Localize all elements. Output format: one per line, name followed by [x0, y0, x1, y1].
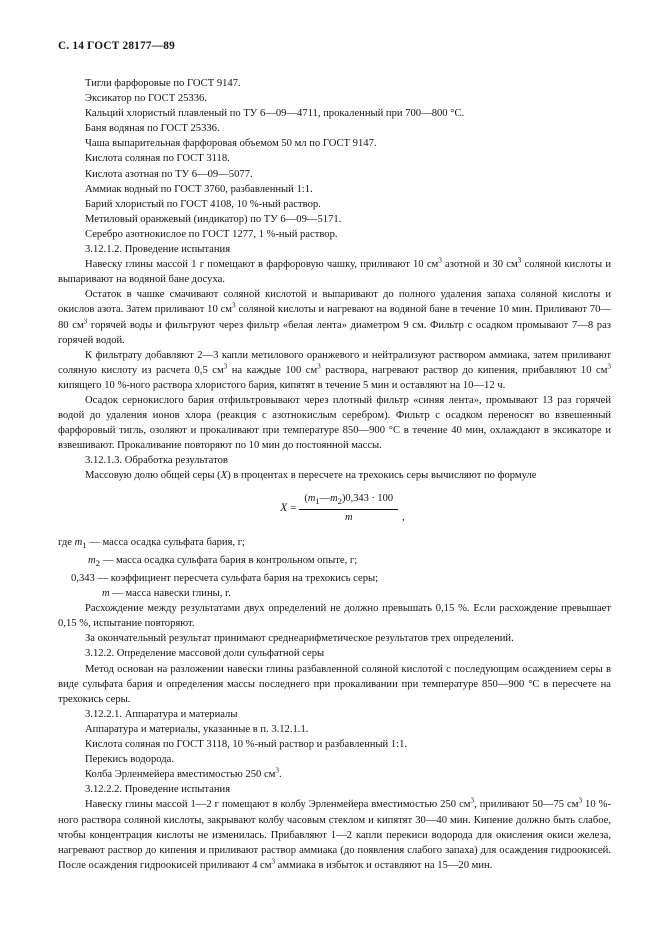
formula-trailing-comma: ,	[402, 510, 405, 523]
list-item: Перекись водорода.	[85, 754, 174, 766]
text-fragment: К фильтрату добавляют 2—3 капли метилового оранжевого и нейтрализуют раствором аммиака, затем приливают соляную кислоту из расчета 0,5 см	[58, 349, 611, 376]
legend-symbol: m	[102, 588, 110, 600]
section-heading-3-12-2-2: 3.12.2.2. Проведение испытания	[85, 784, 231, 796]
list-item: Тигли фарфоровые по ГОСТ 9147.	[85, 78, 241, 89]
legend-text: — коэффициент пересчета сульфата бария на трехокись серы;	[94, 573, 379, 585]
legend-text: — масса навески глины, г.	[109, 588, 231, 600]
legend-line	[58, 586, 611, 601]
superscript-cubic: 3	[223, 362, 228, 371]
numerator-tail: )0,343 · 100	[341, 492, 394, 504]
legend-text: — масса осадка сульфата бария, г;	[86, 536, 245, 548]
text-fragment: кипящего 10 %-ного раствора хлористого бария, кипятят в течение 5 мин и оставляют на 10—12 ч.	[58, 379, 506, 391]
text-fragment: Массовую долю общей серы (	[85, 470, 221, 482]
list-item: Кислота соляная по ГОСТ 3118.	[85, 153, 230, 165]
list-item: Барий хлористый по ГОСТ 4108, 10 %-ный раствор.	[85, 198, 321, 210]
list-item: Кальций хлористый плавленый по ТУ 6—09—4711, прокаленный при 700—800 °С.	[85, 108, 465, 120]
list-item-flask	[58, 767, 611, 782]
superscript-cubic: 3	[271, 857, 276, 866]
page-header: С. 14 ГОСТ 28177—89	[58, 40, 175, 52]
section-heading-3-12-1-2: 3.12.1.2. Проведение испытания	[85, 244, 231, 256]
formula-sulfur-mass-fraction	[280, 493, 405, 525]
text-fragment: азотной и 30 см	[441, 259, 518, 271]
variable-x: X	[220, 470, 228, 482]
paragraph-method-basis: Метод основан на разложении навески глины разбавленной соляной кислотой с последующим осаждением серы в виде сульфата бария и определения массы последнего при прокаливании при температуре 850—900 °С в пересчете на трехокись серы.	[58, 663, 611, 705]
symbol-m1: m	[307, 492, 316, 504]
section-heading-3-12-1-3: 3.12.1.3. Обработка результатов	[85, 455, 228, 467]
text-fragment: Остаток в чашке смачивают соляной кислотой и выпаривают до полного удаления запаха соляной кислоты и окислов азота. Затем приливают 10 см	[58, 289, 611, 316]
list-item: Метиловый оранжевый (индикатор) по ТУ 6—09—5171.	[85, 213, 342, 225]
superscript-cubic: 3	[607, 362, 611, 371]
materials-list	[58, 76, 611, 242]
superscript-cubic: 3	[275, 766, 279, 775]
text-fragment: ) в процентах в пересчете на трехокись серы вычисляют по формуле	[227, 470, 537, 482]
text-fragment: .	[278, 769, 282, 781]
text-fragment: Навеску глины массой 1 г помещают в фарфоровую чашку, приливают 10 см	[85, 259, 439, 271]
legend-subscript: 1	[82, 539, 87, 550]
paragraph-sulfate-procedure	[58, 797, 611, 872]
superscript-cubic: 3	[317, 362, 321, 371]
minus-sign: —	[319, 492, 331, 504]
text-fragment: соляной кислоты и выпаривают на водяной бане досуха.	[58, 259, 611, 286]
symbol-m2: m	[330, 492, 338, 504]
section-heading-3-12-2-1: 3.12.2.1. Аппаратура и материалы	[85, 708, 238, 720]
formula-equals: =	[290, 502, 297, 515]
list-item: Кислота соляная по ГОСТ 3118, 10 %-ный раствор и разбавленный 1:1.	[85, 739, 408, 751]
paragraph-final-result: За окончательный результат принимают среднеарифметическое результатов трех определений.	[85, 633, 514, 645]
legend-line	[58, 571, 611, 586]
paren-open: (	[304, 492, 308, 504]
list-item: Баня водяная по ГОСТ 25336.	[85, 123, 220, 135]
paragraph-test-procedure-2	[58, 287, 611, 347]
paragraph-test-procedure-1	[58, 257, 611, 287]
text-fragment: раствора, нагревают раствор до кипения, прибавляют 10 см	[320, 364, 608, 376]
text-fragment: аммиака в избыток и оставляют на 15—20 мин.	[275, 859, 493, 871]
legend-prefix: где	[58, 536, 75, 548]
list-item: Кислота азотная по ТУ 6—09—5077.	[85, 168, 253, 180]
formula-fraction	[299, 492, 398, 524]
document-body	[58, 76, 611, 873]
text-fragment: горячей воды и фильтруют через фильтр «белая лента» диаметром 9 см. Фильтр с осадком промывают 7—8 раз горячей водой.	[58, 319, 611, 346]
list-item: Аппаратура и материалы, указанные в п. 3.12.1.1.	[85, 723, 309, 735]
list-item: Серебро азотнокислое по ГОСТ 1277, 1 %-ный раствор.	[85, 228, 338, 240]
legend-line	[58, 535, 611, 553]
superscript-cubic: 3	[83, 316, 88, 325]
legend-symbol: 0,343	[71, 573, 95, 585]
formula-numerator	[299, 492, 398, 510]
subscript-1: 1	[315, 495, 320, 506]
legend-symbol: m	[88, 554, 96, 566]
text-fragment: Навеску глины массой 1—2 г помещают в колбу Эрленмейера вместимостью 250 см	[85, 799, 471, 811]
legend-subscript: 2	[95, 557, 101, 568]
superscript-cubic: 3	[470, 796, 475, 805]
formula-container	[58, 484, 611, 535]
superscript-cubic: 3	[578, 796, 583, 805]
legend-text: — масса осадка сульфата бария в контрольном опыте, г;	[100, 554, 358, 566]
text-fragment: соляной кислоты и нагревают на водяной бане в течение 10 мин. Приливают 70—80 см	[58, 304, 611, 331]
text-fragment: 10 %-ного раствора соляной кислоты, закрывают колбу часовым стеклом и кипятят 30—40 мин. Кипение должно быть слабое, чтобы концентрация кислоты не изменилась. Прибавляют 1—2 капли перекиси водорода для окисления окиси железа, нагревают раствор до кипения и приливают раствор аммиака (до появления слабого запаха) для осаждения гидроокисей. После осаждения гидроокисей приливают 4 см	[58, 799, 611, 871]
superscript-cubic: 3	[438, 256, 442, 265]
list-item: Аммиак водный по ГОСТ 3760, разбавленный 1:1.	[85, 183, 313, 195]
paragraph-results-intro	[58, 468, 611, 483]
list-item: Чаша выпарительная фарфоровая объемом 50 мл по ГОСТ 9147.	[85, 138, 377, 150]
formula-denominator: m	[344, 511, 353, 523]
superscript-cubic: 3	[517, 256, 522, 265]
formula-lhs: X	[280, 502, 288, 515]
text-fragment: на каждые 100 см	[227, 364, 318, 376]
paragraph-test-procedure-3	[58, 348, 611, 393]
legend-symbol: m	[74, 536, 83, 548]
paragraph-test-procedure-4: Осадок сернокислого бария отфильтровывают через плотный фильтр «синяя лента», промывают 13 раз горячей водой до удаления ионов хлора (реакция с азотнокислым серебром). Фильтр с осадком переносят во взвешенный фарфоровый тигль, озоляют и прокаливают при температуре 850—900 °С в течение 40 мин, охлаждают в эксикаторе и взвешивают. Прокаливание повторяют по 10 мин до постоянной массы.	[58, 394, 611, 452]
legend-line	[58, 553, 611, 571]
list-item: Эксикатор по ГОСТ 25336.	[85, 93, 207, 105]
text-fragment: , приливают 50—75 см	[474, 799, 579, 811]
text-fragment: Колба Эрленмейера вместимостью 250 см	[85, 769, 276, 781]
superscript-cubic: 3	[232, 301, 236, 310]
paragraph-divergence: Расхождение между результатами двух определений не должно превышать 0,15 %. Если расхождение превышает 0,15 %, испытание повторяют.	[58, 603, 611, 630]
section-heading-3-12-2: 3.12.2. Определение массовой доли сульфатной серы	[85, 648, 325, 660]
formula-legend	[58, 535, 611, 602]
subscript-2: 2	[337, 495, 342, 506]
